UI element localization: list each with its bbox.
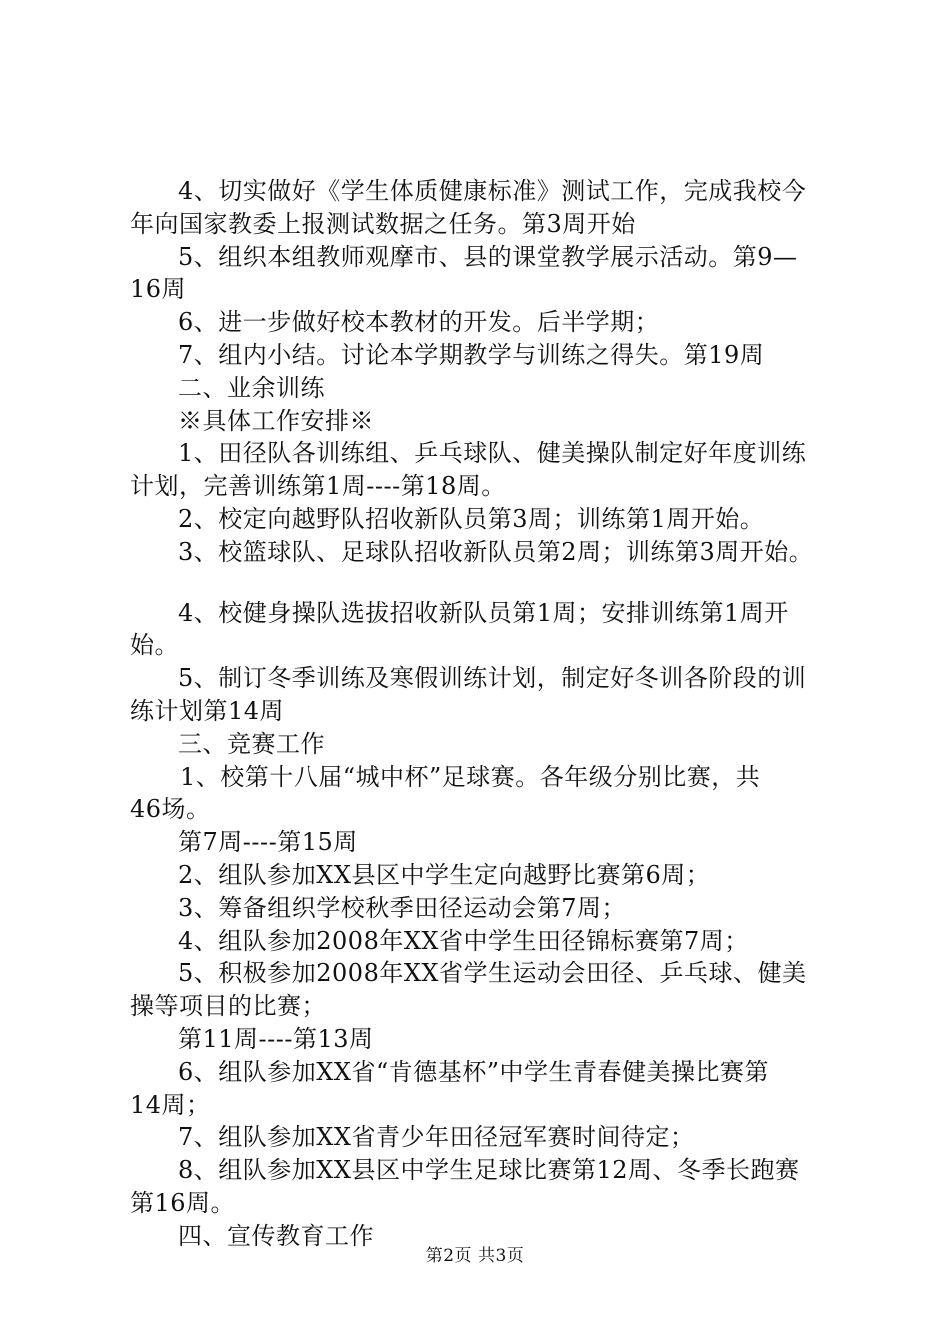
paragraph-line: 计划，完善训练第1周----第18周。 [130, 472, 506, 501]
paragraph-line: 1、田径队各训练组、乒乓球队、健美操队制定好年度训练 [178, 439, 807, 468]
paragraph-line: 16周 [130, 275, 187, 304]
paragraph-line: 年向国家教委上报测试数据之任务。第3周开始 [130, 209, 636, 238]
section-heading: 二、业余训练 [178, 373, 325, 402]
blank-line [130, 569, 842, 597]
paragraph-line: 练计划第14周 [130, 696, 285, 725]
paragraph-line: 始。 [130, 631, 179, 660]
paragraph-line: 46场。 [130, 795, 211, 824]
paragraph-line: 14周； [130, 1090, 211, 1119]
paragraph-line: 2、校定向越野队招收新队员第3周；训练第1周开始。 [178, 504, 765, 533]
paragraph-line: 4、校健身操队选拔招收新队员第1周；安排训练第1周开 [178, 598, 789, 627]
paragraph-line: 4、组队参加2008年XX省中学生田径锦标赛第7周； [178, 926, 749, 955]
paragraph-line: 5、积极参加2008年XX省学生运动会田径、乒乓球、健美 [178, 959, 807, 988]
paragraph-line: 3、校篮球队、足球队招收新队员第2周；训练第3周开始。 [178, 537, 814, 566]
subheading: ※具体工作安排※ [178, 406, 374, 435]
paragraph-line: 1、校第十八届“城中杯”足球赛。各年级分别比赛，共 [180, 762, 761, 791]
paragraph-line: 操等项目的比赛； [130, 992, 326, 1021]
paragraph-line: 6、进一步做好校本教材的开发。后半学期； [178, 308, 660, 337]
paragraph-line: 3、筹备组织学校秋季田径运动会第7周； [178, 893, 627, 922]
page-number-footer: 第2页 共3页 [425, 1246, 525, 1266]
paragraph-line: 4、切实做好《学生体质健康标准》测试工作，完成我校今 [178, 177, 807, 205]
paragraph-line: 5、制订冬季训练及寒假训练计划，制定好冬训各阶段的训 [178, 664, 807, 693]
section-heading: 三、竞赛工作 [178, 729, 325, 758]
paragraph-line: 2、组队参加XX县区中学生定向越野比赛第6周； [178, 860, 711, 889]
paragraph-line: 第11周----第13周 [178, 1024, 374, 1053]
paragraph-line: 6、组队参加XX省“肯德基杯”中学生青春健美操比赛第 [178, 1057, 769, 1086]
paragraph-line: 5、组织本组教师观摩市、县的课堂教学展示活动。第9— [178, 242, 798, 271]
paragraph-line: 8、组队参加XX县区中学生足球比赛第12周、冬季长跑赛 [178, 1156, 800, 1185]
section-heading: 四、宣传教育工作 [178, 1221, 374, 1250]
document-body [130, 175, 842, 1253]
paragraph-line: 第7周----第15周 [178, 828, 358, 857]
paragraph-line: 7、组内小结。讨论本学期教学与训练之得失。第19周 [178, 340, 765, 369]
paragraph-line: 第16周。 [130, 1188, 236, 1217]
paragraph-line: 7、组队参加XX省青少年田径冠军赛时间待定； [178, 1123, 695, 1152]
